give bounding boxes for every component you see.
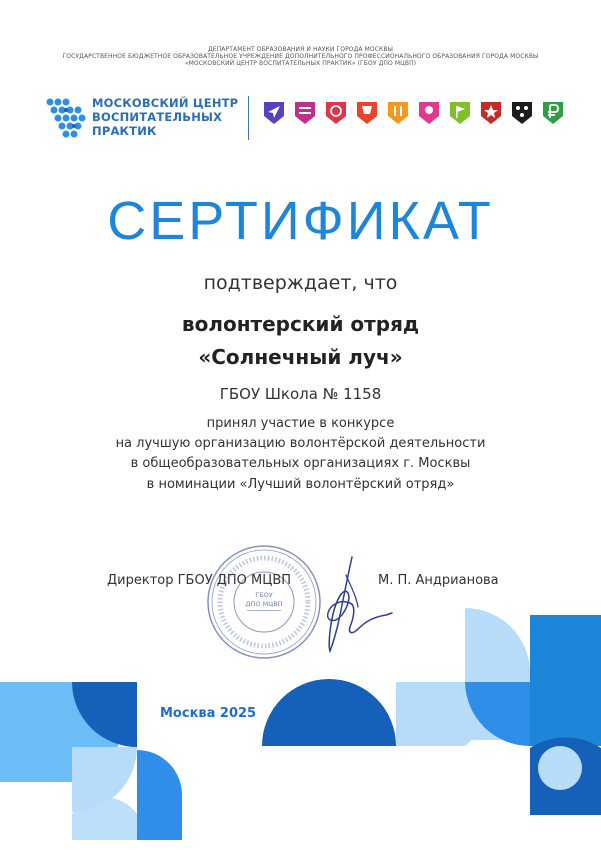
body-line-4: в номинации «Лучший волонтёрский отряд»	[146, 477, 455, 492]
network-icon	[512, 102, 532, 124]
body-line-2: на лучшую организацию волонтёрской деятельности	[115, 436, 486, 451]
column-icon	[388, 102, 408, 124]
body-line-3: в общеобразовательных организациях г. Москвы	[130, 456, 471, 471]
signer-name: М. П. Андрианова	[378, 573, 499, 588]
star-icon	[481, 102, 501, 124]
stamp-text-center: ДПО МЦВП	[245, 600, 283, 608]
logo-divider	[248, 96, 249, 140]
logo-line-2: ВОСПИТАТЕЛЬНЫХ	[92, 110, 223, 124]
theater-icon	[326, 102, 346, 124]
institution-name: ГОСУДАРСТВЕННОЕ БЮДЖЕТНОЕ ОБРАЗОВАТЕЛЬНОЕ УЧРЕЖДЕНИЕ ДОПОЛНИТЕЛЬНОГО ПРОФЕССИОНАЛЬНОГО ОБРАЗОВАНИЯ ГОРОДА МОСКВЫ	[62, 53, 539, 60]
recipient-name-line-1: волонтерский отряд	[181, 312, 420, 336]
body-line-1: принял участие в конкурсе	[206, 416, 395, 431]
flag-icon	[450, 102, 470, 124]
recipient-name-line-2: «Солнечный луч»	[198, 345, 403, 369]
signer-title: Директор ГБОУ ДПО МЦВП	[107, 573, 292, 588]
department-name: ДЕПАРТАМЕНТ ОБРАЗОВАНИЯ И НАУКИ ГОРОДА МОСКВЫ	[208, 46, 393, 53]
decorative-shapes	[0, 600, 601, 850]
project-icons	[262, 98, 572, 126]
ribbon-icon	[419, 102, 439, 124]
confirms-text: подтверждает, что	[203, 272, 398, 294]
ruble-icon	[543, 102, 563, 124]
mcvp-logo-icon	[44, 96, 94, 140]
paper-plane-icon	[264, 102, 284, 124]
logo-line-1: МОСКОВСКИЙ ЦЕНТР	[92, 96, 239, 110]
logo-line-3: ПРАКТИК	[92, 124, 157, 138]
certificate-title: СЕРТИФИКАТ	[107, 191, 494, 251]
school-name: ГБОУ Школа № 1158	[219, 385, 382, 403]
cup-icon	[357, 102, 377, 124]
institution-short-name: «МОСКОВСКИЙ ЦЕНТР ВОСПИТАТЕЛЬНЫХ ПРАКТИК» (ГБОУ ДПО МЦВП)	[184, 60, 417, 67]
logo-text	[92, 96, 238, 138]
mask-icon	[295, 102, 315, 124]
city-year: Москва 2025	[160, 706, 257, 721]
stamp-text-top: ГБОУ	[255, 591, 273, 599]
